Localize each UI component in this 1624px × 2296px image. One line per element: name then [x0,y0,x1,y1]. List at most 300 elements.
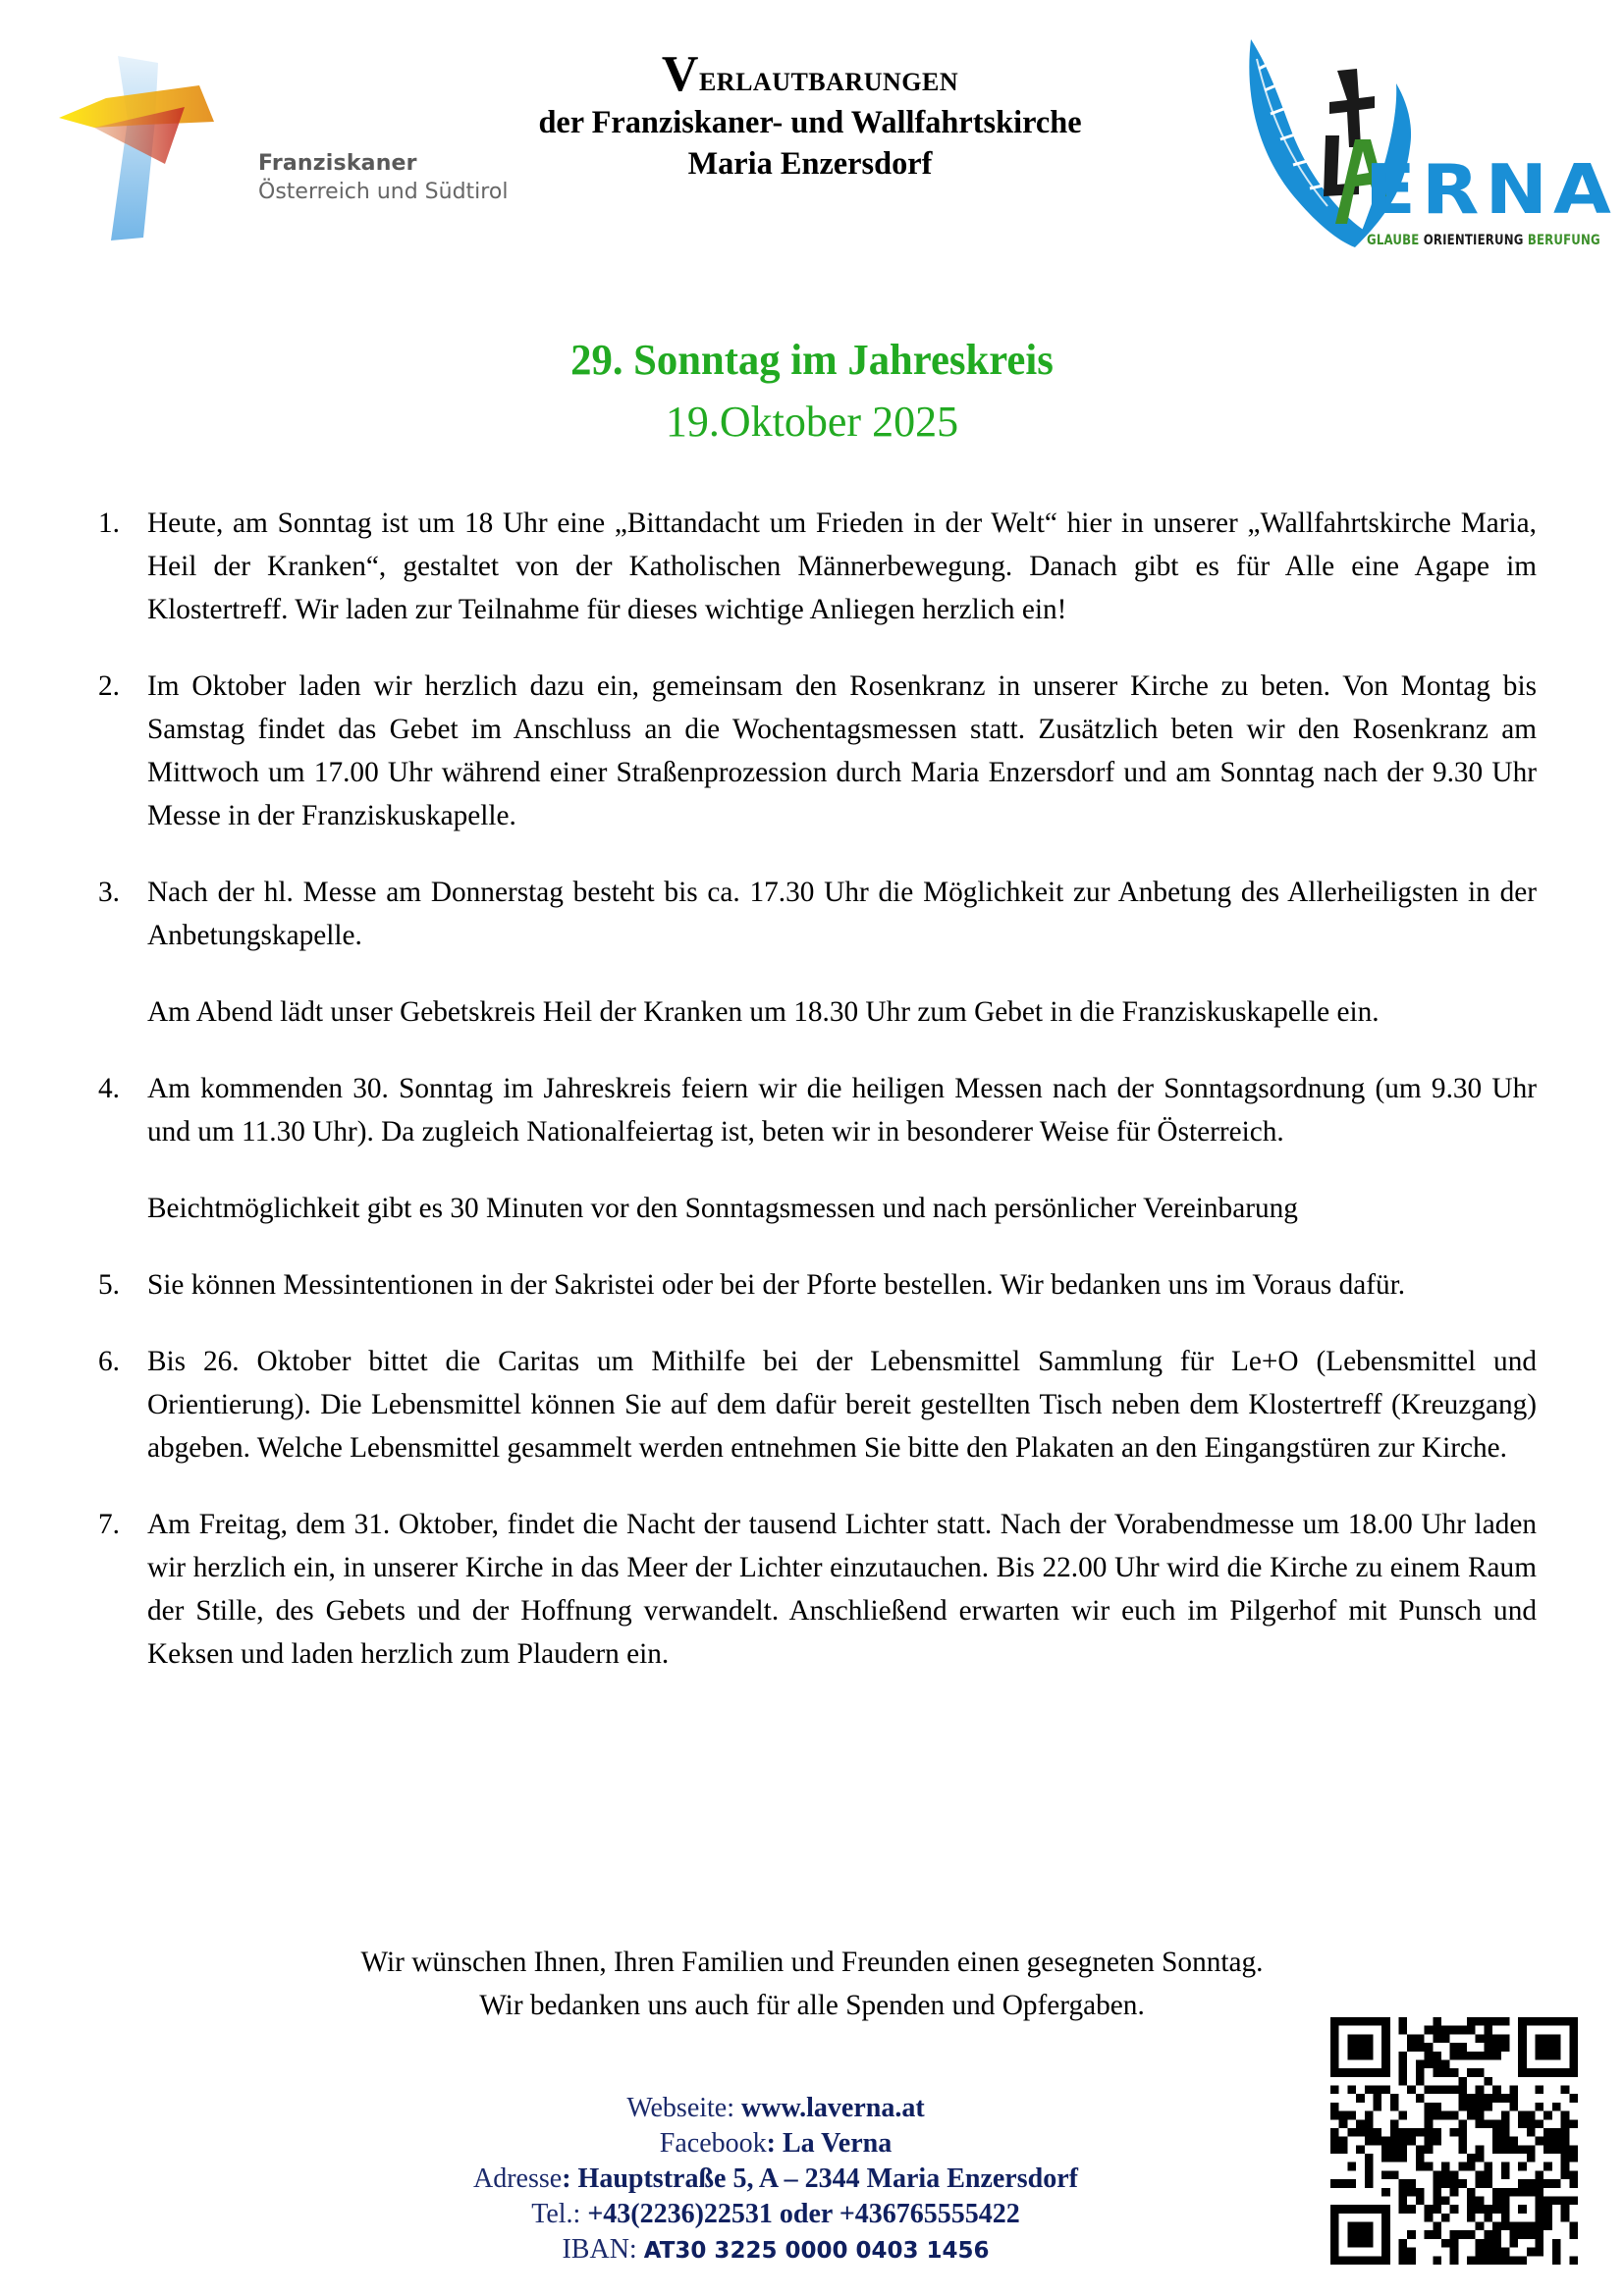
qr-module [1569,2256,1578,2265]
qr-module [1476,2239,1485,2248]
qr-module [1356,2052,1365,2060]
qr-module [1330,2086,1339,2095]
qr-module [1339,2137,1348,2146]
qr-module [1381,2248,1390,2257]
qr-module [1484,2017,1492,2026]
qr-module [1492,2256,1501,2265]
qr-module [1399,2068,1408,2077]
qr-module [1536,2068,1544,2077]
qr-module [1501,2043,1510,2052]
qr-module [1518,2188,1527,2197]
qr-module [1399,2154,1408,2163]
item-text: Am Freitag, dem 31. Oktober, findet die Nacht der tausend Lichter statt. Nach der Vorabendmesse um 18.00 Uhr laden wir herzlich ein, in unserer Kirche in das Meer der Lichter einzutauchen. Bis 22.00 Uhr wird die Kirche zu einem Raum der Stille, des Gebets und der Hoffnung verwandelt. Anschließend erwarten wir euch im Pilgerhof mit Punsch und Keksen und laden herzlich zum Plaudern ein. [147,1509,1537,1670]
qr-module [1543,2179,1552,2188]
qr-module [1381,2137,1390,2146]
qr-module [1509,2256,1518,2265]
item-text: Am Abend lädt unser Gebetskreis Heil der Kranken um 18.30 Uhr zum Gebet in die Franziskuskapelle ein. [147,996,1380,1028]
qr-module [1501,2034,1510,2043]
tagline-berufung: BERUFUNG [1527,233,1600,248]
qr-module [1543,2128,1552,2137]
header-title [432,47,1188,102]
qr-module [1536,2043,1544,2052]
qr-module [1569,2222,1578,2231]
sunday-title: 29. Sonntag im Jahreskreis [570,336,1054,384]
qr-module [1365,2163,1374,2171]
qr-module [1330,2059,1339,2068]
qr-module [1373,2086,1381,2095]
qr-module [1381,2145,1390,2154]
qr-module [1441,2026,1450,2035]
item-text: Beichtmöglichkeit gibt es 30 Minuten vor den Sonntagsmessen und nach persönlicher Vereinbarung [147,1193,1298,1224]
qr-module [1373,2103,1381,2111]
qr-module [1399,2205,1408,2214]
qr-module [1407,2256,1416,2265]
qr-module [1433,2179,1441,2188]
qr-module [1425,2163,1434,2171]
qr-module [1365,2170,1374,2179]
qr-module [1484,2214,1492,2222]
qr-module [1561,2214,1570,2222]
qr-module [1330,2128,1339,2137]
qr-module [1492,2222,1501,2231]
announcement-item [98,1067,1537,1230]
qr-module [1407,2205,1416,2214]
qr-module [1527,2128,1536,2137]
qr-module [1569,2043,1578,2052]
qr-module [1390,2119,1399,2128]
qr-module [1492,2043,1501,2052]
qr-module [1441,2214,1450,2222]
qr-module [1536,2017,1544,2026]
franziskaner-cross-icon [57,51,253,247]
qr-module [1425,2026,1434,2035]
closing-line-2: Wir bedanken uns auch für alle Spenden und Opfergaben. [479,1990,1145,2021]
qr-module [1484,2256,1492,2265]
qr-module [1407,2137,1416,2146]
qr-module [1476,2248,1485,2257]
qr-module [1467,2017,1476,2026]
qr-module [1467,2111,1476,2120]
qr-module [1552,2256,1561,2265]
qr-module [1569,2145,1578,2154]
qr-module [1381,2017,1390,2026]
qr-module [1527,2188,1536,2197]
address-label: Adresse [473,2163,563,2194]
qr-module [1399,2179,1408,2188]
qr-module [1509,2145,1518,2154]
qr-module [1441,2179,1450,2188]
qr-module [1407,2230,1416,2239]
qr-module [1381,2188,1390,2197]
qr-module [1381,2214,1390,2222]
qr-module [1450,2086,1459,2095]
qr-module [1492,2239,1501,2248]
qr-module [1450,2248,1459,2257]
qr-module [1501,2163,1510,2171]
qr-module [1347,2068,1356,2077]
qr-module [1501,2214,1510,2222]
qr-module [1381,2154,1390,2163]
qr-module [1467,2163,1476,2171]
sunday-title-block [0,332,1624,452]
qr-module [1536,2137,1544,2146]
qr-module [1356,2205,1365,2214]
qr-module [1399,2017,1408,2026]
qr-module [1536,2205,1544,2214]
qr-module [1536,2179,1544,2188]
qr-module [1501,2128,1510,2137]
qr-module [1416,2188,1425,2197]
qr-module [1492,2128,1501,2137]
qr-module [1347,2230,1356,2239]
qr-module [1569,2196,1578,2205]
qr-module [1356,2230,1365,2239]
qr-module [1347,2205,1356,2214]
announcement-item [98,871,1537,1034]
qr-module [1425,2086,1434,2095]
qr-module [1501,2188,1510,2197]
contact-footer [373,2091,1178,2269]
qr-module [1373,2068,1381,2077]
qr-module [1433,2103,1441,2111]
qr-module [1492,2205,1501,2214]
qr-module [1552,2145,1561,2154]
qr-module [1527,2068,1536,2077]
qr-module [1467,2094,1476,2103]
item-text: Am kommenden 30. Sonntag im Jahreskreis feiern wir die heiligen Messen nach der Sonntagsordnung (um 9.30 Uhr und um 11.30 Uhr). Da zugleich Nationalfeiertag ist, beten wir in besonderer Weise für Österreich. [147,1073,1537,1148]
qr-module [1425,2111,1434,2120]
qr-module [1536,2119,1544,2128]
header-title-rest: erlautbarungen [698,59,959,99]
la-verna-logo-wordmark: ERNA [1365,148,1617,230]
qr-module [1569,2119,1578,2128]
qr-module [1347,2017,1356,2026]
footer-address [373,2162,1178,2197]
item-number: 3. [98,877,120,908]
qr-module [1356,2043,1365,2052]
qr-module [1536,2239,1544,2248]
qr-module [1561,2154,1570,2163]
qr-module [1492,2230,1501,2239]
qr-module [1356,2128,1365,2137]
qr-module [1381,2239,1390,2248]
qr-module [1450,2188,1459,2197]
qr-module [1561,2017,1570,2026]
qr-module [1416,2094,1425,2103]
qr-module [1543,2111,1552,2120]
qr-module [1330,2034,1339,2043]
qr-module [1476,2086,1485,2095]
qr-module [1561,2196,1570,2205]
qr-module [1552,2179,1561,2188]
qr-module [1518,2026,1527,2035]
qr-module [1433,2111,1441,2120]
qr-module [1425,2043,1434,2052]
qr-module [1381,2230,1390,2239]
qr-module [1543,2137,1552,2146]
qr-module [1365,2230,1374,2239]
qr-module [1476,2052,1485,2060]
qr-module [1552,2128,1561,2137]
qr-module [1339,2017,1348,2026]
qr-module [1390,2170,1399,2179]
qr-module [1441,2086,1450,2095]
qr-module [1381,2043,1390,2052]
facebook-link[interactable]: : La Verna [766,2128,893,2159]
qr-module [1450,2256,1459,2265]
qr-module [1527,2179,1536,2188]
qr-module [1356,2239,1365,2248]
qr-module [1330,2068,1339,2077]
qr-module [1552,2196,1561,2205]
qr-module [1416,2154,1425,2163]
item-number: 5. [98,1269,120,1301]
qr-module [1441,2170,1450,2179]
qr-module [1347,2111,1356,2120]
qr-module [1561,2170,1570,2179]
qr-module [1492,2248,1501,2257]
qr-module [1433,2170,1441,2179]
website-link[interactable]: www.laverna.at [741,2093,925,2123]
qr-module [1484,2239,1492,2248]
item-text: Nach der hl. Messe am Donnerstag besteht bis ca. 17.30 Uhr die Möglichkeit zur Anbetung des Allerheiligsten in der Anbetungskapelle. [147,877,1537,951]
qr-module [1467,2068,1476,2077]
qr-module [1476,2196,1485,2205]
qr-module [1407,2086,1416,2095]
qr-module [1416,2059,1425,2068]
qr-module [1347,2043,1356,2052]
qr-module [1365,2111,1374,2120]
qr-module [1399,2256,1408,2265]
qr-module [1501,2137,1510,2146]
qr-module [1399,2248,1408,2257]
qr-module [1536,2222,1544,2231]
closing-greeting [0,1941,1624,2027]
qr-module [1416,2145,1425,2154]
qr-module [1339,2119,1348,2128]
qr-module [1365,2179,1374,2188]
qr-module [1416,2196,1425,2205]
qr-module [1450,2128,1459,2137]
qr-module [1373,2017,1381,2026]
qr-module [1330,2145,1339,2154]
qr-module [1441,2059,1450,2068]
item-number: 6. [98,1346,120,1377]
franziskaner-logo [57,51,509,247]
qr-module [1484,2043,1492,2052]
qr-module [1433,2196,1441,2205]
qr-module [1484,2179,1492,2188]
qr-module [1425,2119,1434,2128]
qr-module [1484,2103,1492,2111]
iban-label: IBAN: [562,2234,644,2265]
qr-module [1330,2214,1339,2222]
qr-module [1407,2188,1416,2197]
qr-module [1390,2094,1399,2103]
qr-module [1458,2094,1467,2103]
qr-module [1509,2094,1518,2103]
qr-module [1390,2103,1399,2111]
qr-module [1543,2205,1552,2214]
qr-module [1484,2119,1492,2128]
qr-module [1373,2205,1381,2214]
qr-module [1425,2214,1434,2222]
qr-module [1365,2034,1374,2043]
qr-module [1330,2043,1339,2052]
qr-module [1484,2170,1492,2179]
qr-module [1484,2248,1492,2257]
qr-module [1536,2034,1544,2043]
qr-module [1347,2256,1356,2265]
qr-module [1476,2119,1485,2128]
qr-code-graphic [1330,2017,1578,2265]
qr-module [1433,2026,1441,2035]
qr-module [1458,2230,1467,2239]
qr-module [1543,2222,1552,2231]
qr-module [1356,2119,1365,2128]
qr-module [1561,2137,1570,2146]
qr-module [1433,2017,1441,2026]
qr-module [1552,2034,1561,2043]
qr-module [1561,2163,1570,2171]
qr-module [1467,2103,1476,2111]
qr-module [1330,2179,1339,2188]
qr-module [1527,2154,1536,2163]
qr-module [1458,2052,1467,2060]
qr-module [1433,2128,1441,2137]
qr-module [1569,2017,1578,2026]
qr-module [1518,2017,1527,2026]
qr-module [1536,2230,1544,2239]
qr-module [1390,2128,1399,2137]
qr-module [1373,2094,1381,2103]
qr-module [1501,2119,1510,2128]
qr-module [1458,2043,1467,2052]
qr-module [1476,2145,1485,2154]
qr-module [1381,2086,1390,2095]
qr-module [1552,2248,1561,2257]
item-number: 7. [98,1509,120,1540]
qr-module [1518,2145,1527,2154]
qr-code-icon[interactable] [1330,2017,1578,2265]
qr-module [1509,2086,1518,2095]
qr-module [1399,2137,1408,2146]
qr-module [1365,2205,1374,2214]
qr-module [1492,2034,1501,2043]
qr-module [1356,2145,1365,2154]
address-value: : Hauptstraße 5, A – 2344 Maria Enzersdorf [562,2163,1078,2194]
header-subtitle: der Franziskaner- und Wallfahrtskirche [538,105,1082,140]
qr-module [1458,2086,1467,2095]
announcement-item [98,665,1537,837]
qr-module [1569,2068,1578,2077]
qr-module [1484,2094,1492,2103]
qr-module [1458,2179,1467,2188]
qr-module [1476,2103,1485,2111]
qr-module [1476,2179,1485,2188]
qr-module [1339,2068,1348,2077]
qr-module [1552,2239,1561,2248]
qr-module [1365,2222,1374,2231]
qr-module [1527,2119,1536,2128]
qr-module [1365,2068,1374,2077]
item-number: 4. [98,1073,120,1104]
qr-module [1450,2111,1459,2120]
qr-module [1347,2179,1356,2188]
qr-module [1561,2128,1570,2137]
qr-module [1416,2043,1425,2052]
qr-module [1407,2248,1416,2257]
qr-module [1381,2059,1390,2068]
qr-module [1390,2145,1399,2154]
qr-module [1433,2137,1441,2146]
qr-module [1441,2068,1450,2077]
qr-module [1458,2103,1467,2111]
qr-module [1467,2154,1476,2163]
qr-module [1441,2111,1450,2120]
qr-module [1399,2145,1408,2154]
qr-module [1569,2230,1578,2239]
qr-module [1433,2205,1441,2214]
qr-module [1552,2017,1561,2026]
qr-module [1467,2214,1476,2222]
qr-module [1356,2256,1365,2265]
qr-module [1476,2170,1485,2179]
qr-module [1365,2154,1374,2163]
qr-module [1365,2137,1374,2146]
qr-module [1450,2170,1459,2179]
qr-module [1425,2145,1434,2154]
item-text: Im Oktober laden wir herzlich dazu ein, gemeinsam den Rosenkranz in unserer Kirche zu beten. Von Montag bis Samstag findet das Gebet im Anschluss an die Wochentagsmessen statt. Zusätzlich beten wir den Rosenkranz am Mittwoch um 17.00 Uhr während einer Straßenprozession durch Maria Enzersdorf und am Sonntag nach der 9.30 Uhr Messe in der Franziskuskapelle. [147,670,1537,831]
qr-module [1467,2230,1476,2239]
qr-module [1467,2256,1476,2265]
qr-module [1569,2052,1578,2060]
qr-module [1484,2230,1492,2239]
qr-module [1381,2205,1390,2214]
qr-module [1467,2188,1476,2197]
qr-module [1492,2052,1501,2060]
qr-module [1536,2188,1544,2197]
qr-module [1484,2163,1492,2171]
tagline-glaube: GLAUBE [1367,233,1420,248]
qr-module [1501,2196,1510,2205]
qr-module [1433,2256,1441,2265]
qr-module [1433,2230,1441,2239]
qr-module [1569,2170,1578,2179]
qr-module [1569,2094,1578,2103]
qr-module [1509,2239,1518,2248]
item-text: Sie können Messintentionen in der Sakristei oder bei der Pforte bestellen. Wir bedanken uns im Voraus dafür. [147,1269,1406,1301]
announcement-item [98,1263,1537,1307]
qr-module [1492,2196,1501,2205]
qr-module [1433,2059,1441,2068]
qr-module [1501,2017,1510,2026]
qr-module [1536,2214,1544,2222]
qr-module [1347,2034,1356,2043]
tagline-orientierung: ORIENTIERUNG [1423,233,1524,248]
qr-module [1552,2068,1561,2077]
qr-module [1476,2094,1485,2103]
qr-module [1543,2034,1552,2043]
qr-module [1347,2052,1356,2060]
qr-module [1399,2052,1408,2060]
qr-module [1518,2163,1527,2171]
qr-module [1458,2163,1467,2171]
qr-module [1518,2256,1527,2265]
qr-module [1543,2068,1552,2077]
qr-module [1569,2034,1578,2043]
footer-phone [373,2197,1178,2232]
